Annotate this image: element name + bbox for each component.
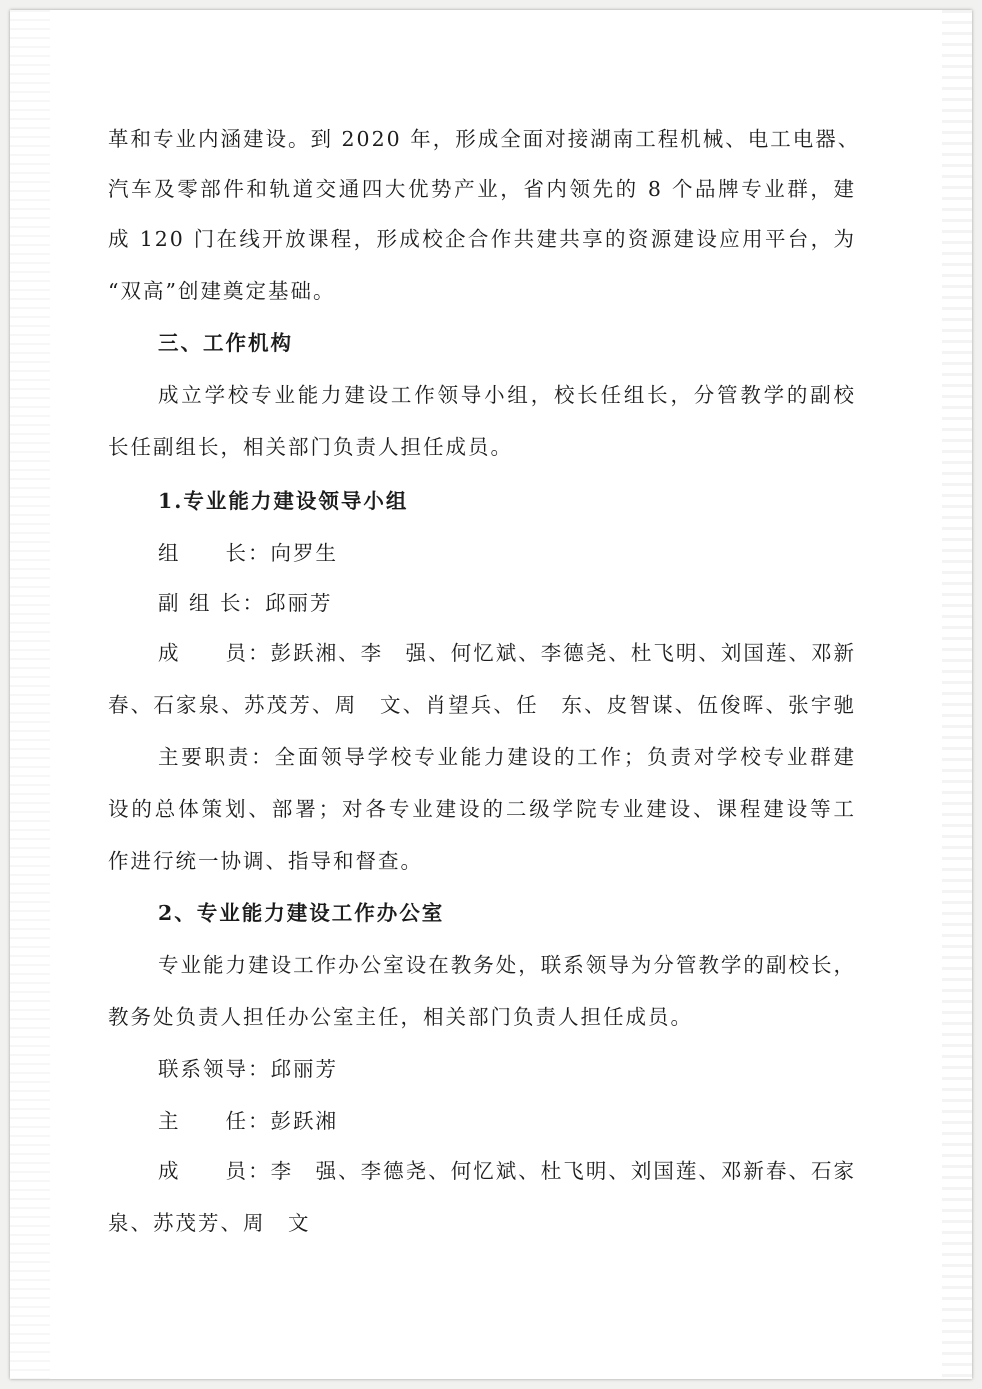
body-line-2: 汽车及零部件和轨道交通四大优势产业，省内领先的 8 个品牌专业群，建 <box>108 177 856 201</box>
group2-members-line-2: 泉、苏茂芳、周 文 <box>108 1211 311 1235</box>
section3-intro-line-1: 成立学校专业能力建设工作领导小组，校长任组长，分管教学的副校 <box>158 383 856 407</box>
group2-intro-line-2: 教务处负责人担任办公室主任，相关部门负责人担任成员。 <box>108 1005 693 1029</box>
group2-heading: 2、专业能力建设工作办公室 <box>158 901 445 925</box>
scan-edge-right <box>942 10 972 1379</box>
group1-members-line-1: 成 员：彭跃湘、李 强、何忆斌、李德尧、杜飞明、刘国莲、邓新 <box>158 641 856 665</box>
group2-intro-line-1: 专业能力建设工作办公室设在教务处，联系领导为分管教学的副校长， <box>158 953 856 977</box>
group1-heading: 1.专业能力建设领导小组 <box>158 489 409 513</box>
scan-edge-left <box>10 10 50 1379</box>
body-line-1: 革和专业内涵建设。到 2020 年，形成全面对接湖南工程机械、电工电器、 <box>108 127 861 151</box>
group2-members-line-1: 成 员：李 强、李德尧、何忆斌、杜飞明、刘国莲、邓新春、石家 <box>158 1159 856 1183</box>
section3-intro-line-2: 长任副组长，相关部门负责人担任成员。 <box>108 435 513 459</box>
group1-leader: 组 长：向罗生 <box>158 541 338 565</box>
body-line-3: 成 120 门在线开放课程，形成校企合作共建共享的资源建设应用平台，为 <box>108 227 856 251</box>
group1-duties-line-1: 主要职责：全面领导学校专业能力建设的工作；负责对学校专业群建 <box>158 745 856 769</box>
section-heading-3: 三、工作机构 <box>158 331 293 355</box>
group1-members-line-2: 春、石家泉、苏茂芳、周 文、肖望兵、任 东、皮智谋、伍俊晖、张宇驰 <box>108 693 856 717</box>
scanned-page <box>10 10 972 1379</box>
group2-director: 主 任：彭跃湘 <box>158 1109 338 1133</box>
group1-duties-line-3: 作进行统一协调、指导和督查。 <box>108 849 423 873</box>
group1-duties-line-2: 设的总体策划、部署；对各专业建设的二级学院专业建设、课程建设等工 <box>108 797 856 821</box>
body-line-4: “双高”创建奠定基础。 <box>108 279 336 303</box>
group1-deputy: 副 组 长：邱丽芳 <box>158 591 333 615</box>
group2-contact: 联系领导：邱丽芳 <box>158 1057 338 1081</box>
